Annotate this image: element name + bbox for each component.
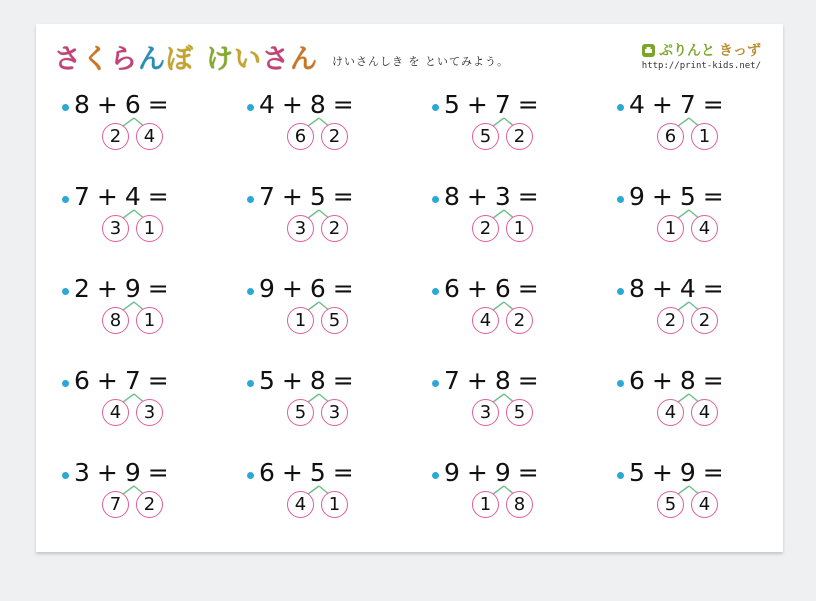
problem-item [247, 90, 417, 170]
problem-item [62, 274, 232, 354]
equation [74, 366, 176, 395]
plus-sign: + [281, 458, 304, 487]
bullet-dot [247, 380, 254, 387]
addend-a: 9 [629, 182, 646, 211]
split-right-number: 1 [321, 491, 348, 518]
addend-b: 9 [124, 274, 142, 303]
brand-url: http://print-kids.net/ [641, 61, 761, 71]
equals-sign: = [702, 90, 725, 119]
addend-b: 7 [679, 90, 697, 119]
equals-sign: = [147, 458, 170, 487]
split-left-number: 3 [102, 215, 129, 242]
addend-b: 6 [309, 274, 327, 303]
split-right-number: 5 [506, 399, 533, 426]
split-left-number: 1 [287, 307, 314, 334]
problem-item [432, 458, 602, 538]
equation [444, 458, 546, 487]
split-left-number: 4 [657, 399, 684, 426]
split-left-number: 4 [287, 491, 314, 518]
equals-sign: = [517, 274, 540, 303]
equals-sign: = [147, 366, 170, 395]
problem-item [62, 182, 232, 262]
split-right-number: 4 [691, 399, 718, 426]
plus-sign: + [466, 458, 489, 487]
plus-sign: + [96, 90, 119, 119]
equals-sign: = [147, 90, 170, 119]
addend-a: 6 [629, 366, 646, 395]
equation [259, 274, 361, 303]
addend-a: 7 [259, 182, 276, 211]
equals-sign: = [517, 366, 540, 395]
equation [74, 458, 176, 487]
title-char: ら [110, 43, 138, 75]
bullet-dot [617, 380, 624, 387]
bullet-dot [62, 196, 69, 203]
plus-sign: + [281, 182, 304, 211]
plus-sign: + [96, 182, 119, 211]
problem-item [617, 182, 787, 262]
split-left-number: 2 [657, 307, 684, 334]
split-right-number: 1 [136, 215, 163, 242]
bullet-dot [432, 196, 439, 203]
addend-b: 7 [124, 366, 142, 395]
plus-sign: + [466, 182, 489, 211]
problem-item [617, 90, 787, 170]
bullet-dot [432, 380, 439, 387]
equals-sign: = [517, 458, 540, 487]
plus-sign: + [281, 274, 304, 303]
addend-a: 8 [74, 90, 91, 119]
bullet-dot [247, 472, 254, 479]
addend-b: 4 [679, 274, 697, 303]
addend-a: 9 [259, 274, 276, 303]
split-left-number: 1 [657, 215, 684, 242]
split-right-number: 1 [136, 307, 163, 334]
equals-sign: = [702, 182, 725, 211]
title-char: ぼ [166, 43, 194, 75]
split-right-number: 4 [136, 123, 163, 150]
equals-sign: = [702, 274, 725, 303]
plus-sign: + [96, 366, 119, 395]
addend-a: 5 [629, 458, 646, 487]
bullet-dot [617, 288, 624, 295]
addend-b: 5 [309, 458, 327, 487]
addend-a: 3 [74, 458, 91, 487]
instruction-text: けいさんしき を といてみよう。 [332, 55, 509, 68]
problem-item [432, 274, 602, 354]
split-left-number: 6 [287, 123, 314, 150]
equation [629, 366, 731, 395]
split-left-number: 4 [472, 307, 499, 334]
equals-sign: = [702, 458, 725, 487]
addend-b: 8 [309, 366, 327, 395]
equals-sign: = [517, 90, 540, 119]
bullet-dot [62, 104, 69, 111]
addend-a: 6 [444, 274, 461, 303]
brand-name-part1: ぷりんと [659, 43, 715, 59]
problem-item [432, 182, 602, 262]
equals-sign: = [147, 182, 170, 211]
split-left-number: 6 [657, 123, 684, 150]
equation [444, 182, 546, 211]
split-left-number: 5 [287, 399, 314, 426]
addend-a: 2 [74, 274, 91, 303]
addend-a: 5 [444, 90, 461, 119]
split-left-number: 2 [472, 215, 499, 242]
addend-b: 9 [679, 458, 697, 487]
plus-sign: + [651, 458, 674, 487]
equals-sign: = [332, 366, 355, 395]
addend-b: 6 [494, 274, 512, 303]
equation [74, 90, 176, 119]
split-right-number: 2 [506, 123, 533, 150]
split-right-number: 1 [691, 123, 718, 150]
bullet-dot [62, 288, 69, 295]
problem-item [617, 274, 787, 354]
addend-a: 5 [259, 366, 276, 395]
equation [629, 182, 731, 211]
addend-b: 8 [494, 366, 512, 395]
equals-sign: = [517, 182, 540, 211]
problem-item [62, 366, 232, 446]
equation [259, 458, 361, 487]
plus-sign: + [96, 274, 119, 303]
equation [74, 182, 176, 211]
addend-a: 8 [444, 182, 461, 211]
problem-item [432, 366, 602, 446]
bullet-dot [432, 288, 439, 295]
bullet-dot [617, 472, 624, 479]
split-right-number: 8 [506, 491, 533, 518]
plus-sign: + [281, 90, 304, 119]
problem-item [247, 366, 417, 446]
addend-b: 8 [309, 90, 327, 119]
title-char: ん [138, 43, 166, 75]
split-right-number: 3 [136, 399, 163, 426]
split-right-number: 2 [321, 215, 348, 242]
plus-sign: + [96, 458, 119, 487]
worksheet [36, 24, 783, 552]
addend-a: 7 [74, 182, 91, 211]
bullet-dot [62, 472, 69, 479]
equation [444, 366, 546, 395]
worksheet-title [54, 37, 318, 76]
addend-b: 9 [494, 458, 512, 487]
equals-sign: = [332, 90, 355, 119]
problem-item [617, 458, 787, 538]
equation [629, 274, 731, 303]
bullet-dot [247, 196, 254, 203]
split-left-number: 1 [472, 491, 499, 518]
bullet-dot [432, 104, 439, 111]
equation [629, 458, 731, 487]
addend-b: 7 [494, 90, 512, 119]
plus-sign: + [651, 90, 674, 119]
split-left-number: 5 [472, 123, 499, 150]
title-char: さ [262, 43, 290, 75]
bullet-dot [617, 104, 624, 111]
addend-b: 5 [679, 182, 697, 211]
split-left-number: 7 [102, 491, 129, 518]
split-right-number: 5 [321, 307, 348, 334]
title-char: ん [290, 43, 318, 75]
addend-b: 5 [309, 182, 327, 211]
brand [642, 40, 761, 71]
title-char: い [234, 43, 262, 75]
plus-sign: + [651, 182, 674, 211]
problem-item [62, 90, 232, 170]
problem-item [62, 458, 232, 538]
equation [444, 274, 546, 303]
split-left-number: 3 [287, 215, 314, 242]
equation [629, 90, 731, 119]
addend-a: 4 [259, 90, 276, 119]
printer-icon [642, 44, 655, 57]
split-right-number: 2 [506, 307, 533, 334]
addend-a: 7 [444, 366, 461, 395]
plus-sign: + [466, 274, 489, 303]
brand-name-part2: きっず [719, 43, 761, 59]
split-left-number: 2 [102, 123, 129, 150]
plus-sign: + [466, 90, 489, 119]
problem-item [247, 274, 417, 354]
addend-b: 8 [679, 366, 697, 395]
bullet-dot [617, 196, 624, 203]
title-char: け [206, 43, 234, 75]
addend-a: 8 [629, 274, 646, 303]
equation [259, 366, 361, 395]
equation [259, 90, 361, 119]
equals-sign: = [332, 182, 355, 211]
title-char: く [82, 43, 110, 75]
problem-item [617, 366, 787, 446]
bullet-dot [432, 472, 439, 479]
title-char: さ [54, 43, 82, 75]
split-right-number: 2 [136, 491, 163, 518]
split-right-number: 4 [691, 215, 718, 242]
addend-b: 6 [124, 90, 142, 119]
problem-item [247, 182, 417, 262]
bullet-dot [247, 288, 254, 295]
bullet-dot [62, 380, 69, 387]
equation [74, 274, 176, 303]
split-right-number: 2 [321, 123, 348, 150]
problem-item [432, 90, 602, 170]
addend-b: 3 [494, 182, 512, 211]
plus-sign: + [651, 274, 674, 303]
worksheet-header [54, 38, 509, 74]
equals-sign: = [147, 274, 170, 303]
equation [444, 90, 546, 119]
addend-a: 6 [259, 458, 276, 487]
split-left-number: 4 [102, 399, 129, 426]
plus-sign: + [466, 366, 489, 395]
split-left-number: 3 [472, 399, 499, 426]
brand-logo [642, 40, 761, 60]
split-right-number: 4 [691, 491, 718, 518]
addend-b: 4 [124, 182, 142, 211]
plus-sign: + [281, 366, 304, 395]
split-left-number: 5 [657, 491, 684, 518]
addend-a: 6 [74, 366, 91, 395]
addend-a: 4 [629, 90, 646, 119]
equals-sign: = [332, 458, 355, 487]
addend-b: 9 [124, 458, 142, 487]
split-left-number: 8 [102, 307, 129, 334]
bullet-dot [247, 104, 254, 111]
equals-sign: = [332, 274, 355, 303]
split-right-number: 3 [321, 399, 348, 426]
addend-a: 9 [444, 458, 461, 487]
split-right-number: 2 [691, 307, 718, 334]
equation [259, 182, 361, 211]
split-right-number: 1 [506, 215, 533, 242]
problem-item [247, 458, 417, 538]
plus-sign: + [651, 366, 674, 395]
equals-sign: = [702, 366, 725, 395]
